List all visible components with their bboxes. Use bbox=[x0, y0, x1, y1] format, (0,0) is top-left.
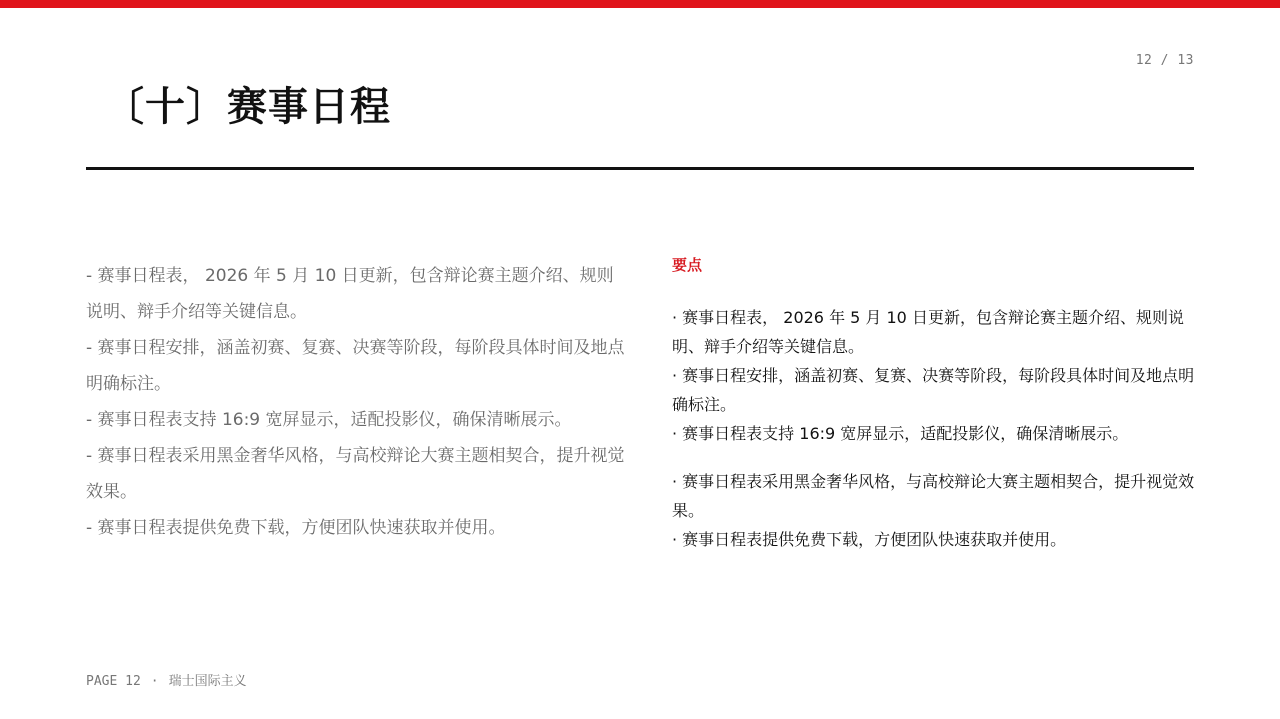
left-list-item: - 赛事日程安排，涵盖初赛、复赛、决赛等阶段，每阶段具体时间及地点明确标注。 bbox=[86, 338, 625, 394]
footer-brand: 瑞士国际主义 bbox=[168, 674, 247, 689]
key-points-label: 要点 bbox=[672, 256, 703, 274]
left-list-item: - 赛事日程表， 2026 年 5 月 10 日更新，包含辩论赛主题介绍、规则说明、辩手介绍等关键信息。 bbox=[86, 266, 614, 322]
key-points-panel bbox=[672, 254, 1200, 573]
left-list-item: - 赛事日程表支持 16:9 宽屏显示，适配投影仪，确保清晰展示。 bbox=[86, 410, 572, 430]
key-point-item: · 赛事日程安排，涵盖初赛、复赛、决赛等阶段，每阶段具体时间及地点明确标注。 bbox=[672, 366, 1195, 414]
title-divider bbox=[86, 167, 1194, 170]
key-point-item: · 赛事日程表， 2026 年 5 月 10 日更新，包含辩论赛主题介绍、规则说明、辩手介绍等关键信息。 bbox=[672, 308, 1184, 356]
key-point-item: · 赛事日程表支持 16:9 宽屏显示，适配投影仪，确保清晰展示。 bbox=[672, 424, 1129, 443]
footer-page-number: PAGE 12 bbox=[86, 674, 141, 689]
key-point-item: · 赛事日程表提供免费下载，方便团队快速获取并使用。 bbox=[672, 530, 1067, 549]
left-list-item: - 赛事日程表采用黑金奢华风格，与高校辩论大赛主题相契合，提升视觉效果。 bbox=[86, 446, 625, 502]
page-footer bbox=[86, 670, 247, 689]
page-counter: 12 / 13 bbox=[1135, 53, 1194, 68]
key-point-item: · 赛事日程表采用黑金奢华风格，与高校辩论大赛主题相契合，提升视觉效果。 bbox=[672, 472, 1195, 520]
left-list-item: - 赛事日程表提供免费下载，方便团队快速获取并使用。 bbox=[86, 518, 506, 538]
footer-separator: · bbox=[150, 674, 159, 689]
top-accent-bar bbox=[0, 0, 1280, 8]
page-title: 〔十〕赛事日程 bbox=[104, 84, 391, 130]
left-content-list bbox=[86, 258, 626, 546]
